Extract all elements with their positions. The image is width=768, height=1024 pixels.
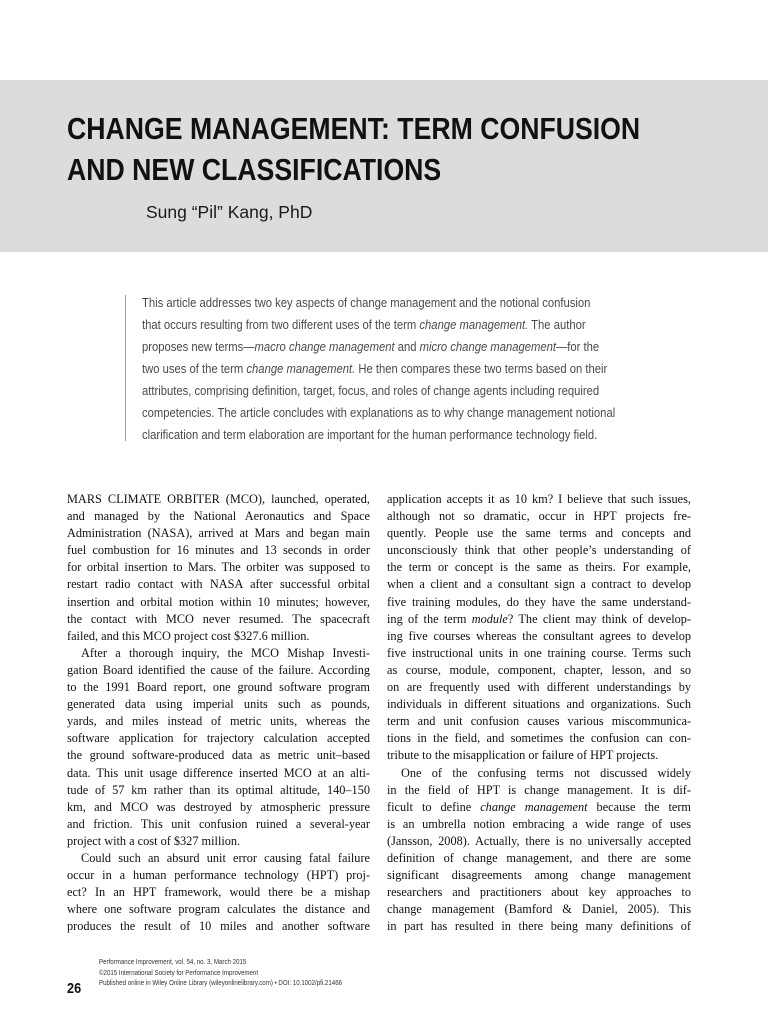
text-run: attributes, comprising definition, target, focus, and roles of change agents including required <box>142 384 600 398</box>
body-line <box>387 594 691 611</box>
text-run: five training modules, do they have the same understand- <box>387 594 691 609</box>
body-line <box>387 576 691 593</box>
text-run: km, and MCO was destroyed by atmospheric pressure <box>67 799 370 814</box>
body-line <box>387 525 691 542</box>
body-line <box>67 901 370 918</box>
body-line <box>387 747 691 764</box>
body-line <box>387 850 691 867</box>
text-run: significant disagreements among change management <box>387 868 691 883</box>
text-run: gation Board identified the cause of the failure. According <box>67 662 370 677</box>
text-run: is an umbrella notion embracing a wide range of uses <box>387 816 691 831</box>
body-line <box>67 628 370 645</box>
article-title <box>67 108 652 190</box>
text-run: ect? In an HPT framework, would there be a mishap <box>67 885 370 900</box>
text-run: on are frequently used with different understandings by <box>387 680 691 695</box>
abstract-line <box>142 380 718 402</box>
text-run: restart radio contact with NASA after successful orbital <box>67 577 370 592</box>
text-run: ficult to define <box>387 799 481 814</box>
body-line <box>387 730 691 747</box>
footer-line: Performance Improvement, vol. 54, no. 3, March 2015 <box>99 957 247 966</box>
body-line <box>67 559 370 576</box>
body-line <box>387 645 691 662</box>
abstract-rule <box>125 295 126 441</box>
text-run: occur in a human performance technology (HPT) proj- <box>67 868 370 883</box>
body-line <box>67 747 370 764</box>
body-line <box>387 508 691 525</box>
abstract-line <box>142 314 718 336</box>
italic-term: macro change management <box>254 340 395 354</box>
body-line <box>67 525 370 542</box>
body-line <box>67 508 370 525</box>
text-run: quently. People use the same terms and concepts and <box>387 526 691 541</box>
text-run: This article addresses two key aspects of change management and the notional confusion <box>142 296 591 310</box>
page-number: 26 <box>67 980 82 997</box>
body-line <box>67 696 370 713</box>
text-run: ing five courses whereas the consultant agrees to develop <box>387 628 691 643</box>
text-run: the ground software-produced data as metric unit–based <box>67 748 370 763</box>
text-run: generated data using imperial units such as pounds, <box>67 697 370 712</box>
body-line <box>387 662 691 679</box>
text-run: for orbital insertion to Mars. The orbiter was supposed to <box>67 560 370 575</box>
text-run: After a thorough inquiry, the MCO Mishap Investi- <box>81 645 370 660</box>
body-line <box>67 662 370 679</box>
body-line <box>67 816 370 833</box>
text-run: project with a cost of $327 million. <box>67 833 241 848</box>
text-run: individuals in different situations and organizations. Such <box>387 697 691 712</box>
text-run: application accepts it as 10 km? I believe that such issues, <box>387 492 691 506</box>
text-run: ? The client may think of develop- <box>507 611 691 626</box>
body-line <box>387 765 691 782</box>
text-run: although not so dramatic, occur in HPT projects fre- <box>387 509 691 524</box>
body-line <box>67 679 370 696</box>
text-run: change management (Bamford & Daniel, 2005). This <box>387 902 691 917</box>
footer-line: ©2015 International Society for Performance Improvement <box>99 967 259 977</box>
body-line <box>387 918 691 935</box>
italic-term: change management <box>480 799 588 814</box>
abstract-line <box>142 402 718 424</box>
italic-term: change management. <box>246 362 356 376</box>
text-run: five instructional units in one training course. Terms such <box>387 645 691 660</box>
text-run: in part has resulted in there being many definitions of <box>387 919 691 934</box>
italic-term: micro change management <box>419 340 557 354</box>
abstract-line <box>142 424 718 446</box>
body-line <box>387 713 691 730</box>
text-run: tribute to the misapplication or failure of HPT projects. <box>387 748 659 763</box>
body-line <box>67 765 370 782</box>
text-run: term and unit confusion causes various miscommunica- <box>387 714 691 729</box>
text-run: —for the <box>556 340 600 354</box>
body-line <box>387 833 691 850</box>
body-line <box>67 611 370 628</box>
text-run: to the 1991 Board report, one ground software program <box>67 680 370 695</box>
text-run: He then compares these two terms based on their <box>355 362 608 376</box>
body-line <box>67 576 370 593</box>
text-run: data. This unit usage difference inserted MCO at an alti- <box>67 765 370 780</box>
body-line <box>387 901 691 918</box>
body-line <box>67 918 370 935</box>
text-run: MARS CLIMATE ORBITER (MCO), launched, operated, <box>67 492 370 506</box>
body-line <box>387 799 691 816</box>
text-run: Could such an absurd unit error causing fatal failure <box>81 850 370 865</box>
body-line <box>387 611 691 628</box>
text-run: insertion and orbital motion within 10 minutes; however, <box>67 594 370 609</box>
text-run: produces the result of 10 miles and another software <box>67 919 370 934</box>
text-run: researchers and practitioners about key approaches to <box>387 885 691 900</box>
article-title-line: AND NEW CLASSIFICATIONS <box>67 152 442 187</box>
body-line <box>387 679 691 696</box>
italic-term: change management. <box>419 318 529 332</box>
body-line <box>67 645 370 662</box>
text-run: in the field of HPT is change management. It is dif- <box>387 782 691 797</box>
text-run: (Jansson, 2008). Actually, there is no universally accepted <box>387 833 691 848</box>
text-run: The author <box>528 318 586 332</box>
text-run: that occurs resulting from two different uses of the term <box>142 318 420 332</box>
body-line <box>67 730 370 747</box>
text-run: software application for trajectory calculation accepted <box>67 731 370 746</box>
text-run: proposes new terms— <box>142 340 255 354</box>
text-run: as course, module, component, chapter, lesson, and so <box>387 662 691 677</box>
text-run: where one software program calculates the distance and <box>67 902 370 917</box>
text-run: failed, and this MCO project cost $327.6 million. <box>67 628 310 643</box>
body-line <box>387 696 691 713</box>
text-run: unconsciously think that other people’s understanding of <box>387 543 691 558</box>
text-run: yards, and miles instead of metric units, whereas the <box>67 714 370 729</box>
text-run: fuel combustion for 16 minutes and 13 seconds in order <box>67 543 370 558</box>
article-title-line: CHANGE MANAGEMENT: TERM CONFUSION <box>67 111 641 146</box>
text-run: because the term <box>587 799 691 814</box>
author-name: Sung “Pil” Kang, PhD <box>146 202 313 222</box>
text-run: One of the confusing terms not discussed widely <box>401 765 691 780</box>
body-line <box>387 559 691 576</box>
body-line <box>67 850 370 867</box>
text-run: and friction. This unit confusion ruined a several-year <box>67 816 370 831</box>
body-line <box>387 816 691 833</box>
body-line <box>67 542 370 559</box>
body-line <box>387 628 691 645</box>
body-line <box>67 594 370 611</box>
text-run: competencies. The article concludes with explanations as to why change management notional <box>142 406 616 420</box>
body-line <box>67 782 370 799</box>
body-line <box>67 491 370 508</box>
body-line <box>67 884 370 901</box>
body-line <box>387 782 691 799</box>
body-line <box>387 491 691 508</box>
abstract-line <box>142 358 718 380</box>
text-run: two uses of the term <box>142 362 247 376</box>
text-run: ing of the term <box>387 611 472 626</box>
body-line <box>387 542 691 559</box>
body-line <box>67 713 370 730</box>
text-run: and <box>394 340 420 354</box>
text-run: the contact with MCO never resumed. The spacecraft <box>67 611 370 626</box>
text-run: tude of 57 km rather than its optimal altitude, 140–150 <box>67 782 370 797</box>
journal-footer <box>99 957 342 989</box>
text-run: Administration (NASA), arrived at Mars and began main <box>67 526 370 541</box>
body-line <box>67 833 370 850</box>
text-run: tions in the field, and sometimes the confusion can con- <box>387 731 691 746</box>
text-run: clarification and term elaboration are important for the human performance technology field. <box>142 428 598 442</box>
body-column-right <box>387 491 691 935</box>
text-run: when a client and a consultant sign a contract to develop <box>387 577 691 592</box>
abstract <box>142 292 718 446</box>
footer-line: Published online in Wiley Online Library (wileyonlinelibrary.com) • DOI: 10.1002/pfi.21466 <box>99 978 343 987</box>
abstract-line <box>142 292 718 314</box>
body-column-left <box>67 491 370 935</box>
body-line <box>387 884 691 901</box>
text-run: definition of change management, and there are some <box>387 850 691 865</box>
italic-term: module <box>471 611 508 626</box>
body-line <box>387 867 691 884</box>
text-run: and managed by the National Aeronautics and Space <box>67 509 370 524</box>
body-line <box>67 799 370 816</box>
text-run: the term or concept is the same as theirs. For example, <box>387 560 691 575</box>
body-line <box>67 867 370 884</box>
abstract-line <box>142 336 718 358</box>
